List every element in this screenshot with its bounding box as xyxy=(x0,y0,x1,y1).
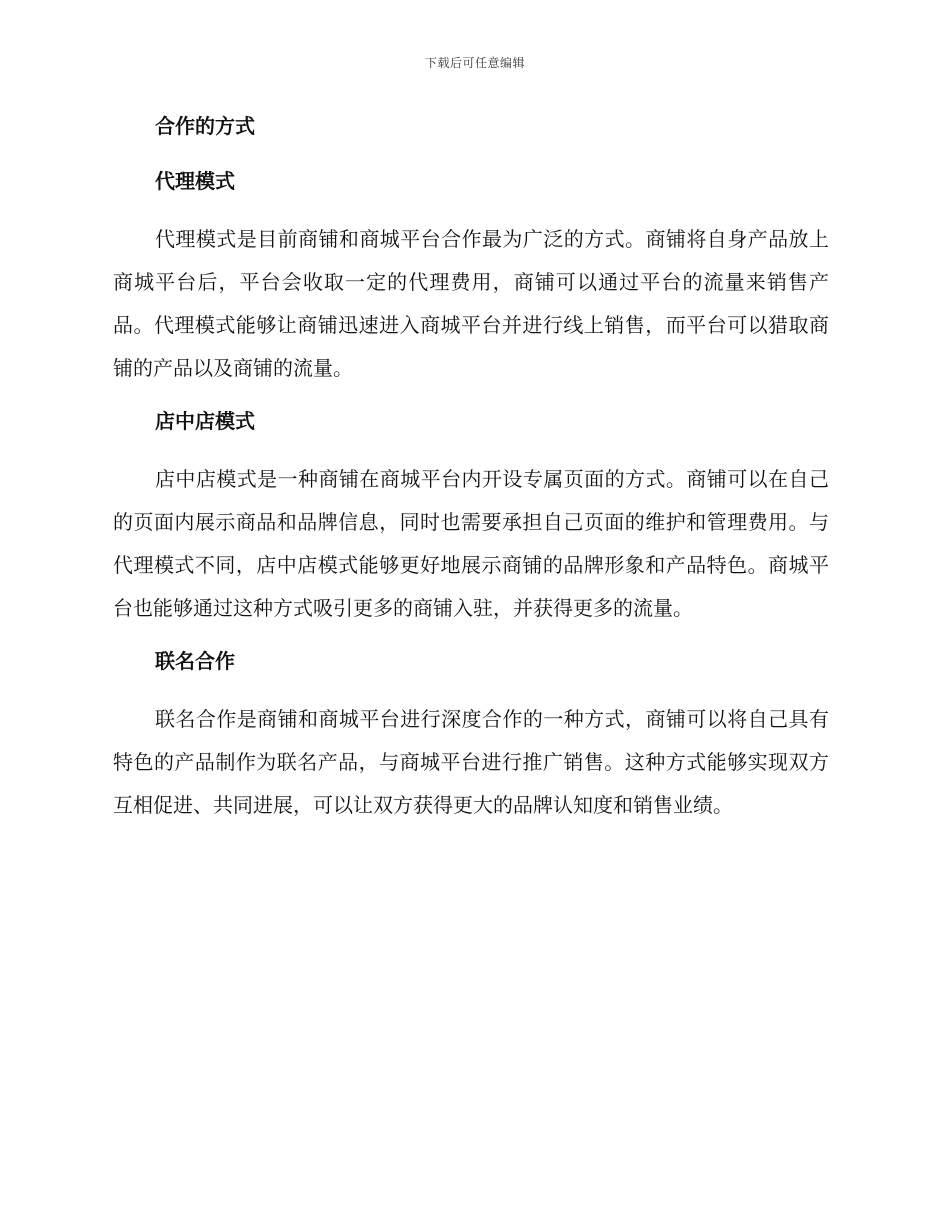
section-body-agency: 代理模式是目前商铺和商城平台合作最为广泛的方式。商铺将自身产品放上商城平台后，平台会收取一定的代理费用，商铺可以通过平台的流量来销售产品。代理模式能够让商铺迅速进入商城平台并进行线上销售，而平台可以猎取商铺的产品以及商铺的流量。 xyxy=(113,227,829,380)
header-note: 下载后可任意编辑 xyxy=(424,56,525,70)
section-heading-store-in-store: 店中店模式 xyxy=(155,409,255,433)
section-heading-agency: 代理模式 xyxy=(155,169,235,193)
section-heading-co-branding: 联名合作 xyxy=(155,649,235,673)
section-body-store-in-store: 店中店模式是一种商铺在商城平台内开设专属页面的方式。商铺可以在自己的页面内展示商品和品牌信息，同时也需要承担自己页面的维护和管理费用。与代理模式不同，店中店模式能够更好地展示商铺的品牌形象和产品特色。商城平台也能够通过这种方式吸引更多的商铺入驻，并获得更多的流量。 xyxy=(113,467,829,620)
document-content xyxy=(113,108,829,840)
document-title: 合作的方式 xyxy=(155,114,255,138)
section-body-co-branding: 联名合作是商铺和商城平台进行深度合作的一种方式，商铺可以将自己具有特色的产品制作为联名产品，与商城平台进行推广销售。这种方式能够实现双方互相促进、共同进展，可以让双方获得更大的品牌认知度和销售业绩。 xyxy=(113,707,829,817)
